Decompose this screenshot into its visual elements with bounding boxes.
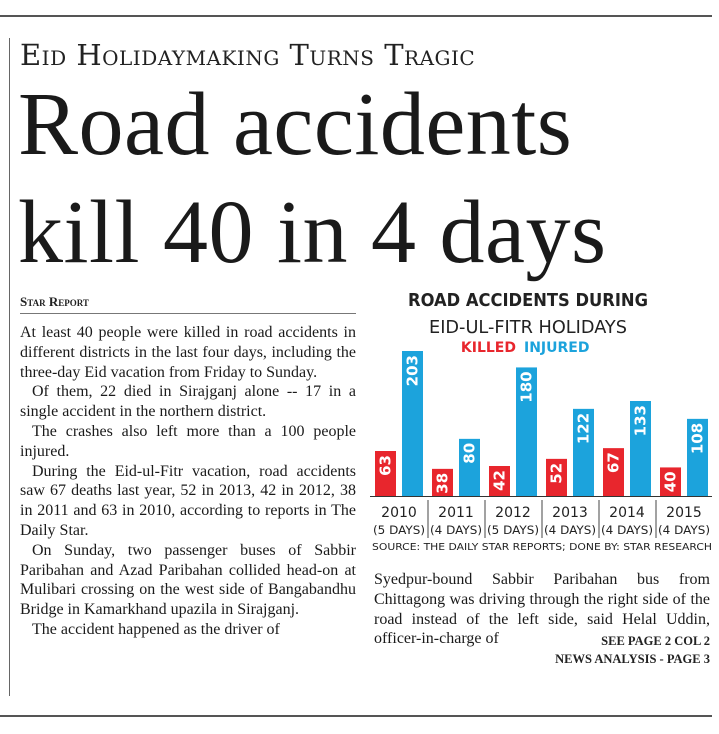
chart-svg [368,284,716,556]
column-rule [9,38,10,696]
data-label-injured-2014: 133 [631,405,650,437]
accidents-chart [368,284,716,556]
tick-label-days: (5 DAYS) [487,523,539,537]
paragraph: Of them, 22 died in Sirajganj alone -- 17 in a single accident in the northern district. [20,383,356,421]
bottom-rule [0,715,712,717]
tick-label-days: (5 DAYS) [373,523,425,537]
tick-label-days: (4 DAYS) [658,523,710,537]
legend-injured: INJURED [524,340,590,356]
paragraph: The accident happened as the driver of [32,620,280,638]
tick-label-year: 2011 [438,505,474,521]
chart-title: ROAD ACCIDENTS DURING [408,290,648,311]
data-label-killed-2014: 67 [604,452,623,474]
headline-line-2: kill 40 in 4 days [18,183,607,282]
top-rule [0,15,712,17]
tick-label-days: (4 DAYS) [544,523,596,537]
tick-label-year: 2013 [552,505,588,521]
continuation-paragraph: Syedpur-bound Sabbir Paribahan bus from Chittagong was driving through the right side of the road instead of the left side, said Helal Uddin, officer-in-charge of [374,571,710,648]
jump-line-news-analysis[interactable]: NEWS ANALYSIS - PAGE 3 [555,652,710,666]
tick-label-year: 2015 [666,505,702,521]
chart-source: SOURCE: THE DAILY STAR REPORTS; DONE BY: STAR RESEARCH [372,542,712,553]
tick-label-year: 2012 [495,505,531,521]
data-label-injured-2012: 180 [517,371,536,403]
kicker-headline: Eid Holidaymaking Turns Tragic [20,38,476,72]
tick-label-days: (4 DAYS) [601,523,653,537]
paragraph: The crashes also left more than a 100 people injured. [20,422,356,460]
chart-subtitle: EID-UL-FITR HOLIDAYS [429,317,627,338]
data-label-injured-2015: 108 [688,422,707,455]
data-label-killed-2012: 42 [490,470,509,491]
data-label-injured-2013: 122 [574,412,593,445]
data-label-killed-2015: 40 [661,471,680,493]
tick-label-year: 2014 [609,505,645,521]
byline-rule [20,313,356,314]
headline-line-1: Road accidents [18,75,573,174]
paragraph: At least 40 people were killed in road accidents in different districts in the last four days, including the three-day Eid vacation from Friday to Sunday. [20,324,356,381]
data-label-killed-2011: 38 [433,472,452,494]
tick-label-year: 2010 [381,505,417,521]
article-body [20,323,356,640]
jump-line-see-page[interactable]: SEE PAGE 2 COL 2 [601,634,710,648]
data-label-injured-2010: 203 [403,355,422,387]
legend-killed: KILLED [460,340,516,356]
paragraph: On Sunday, two passenger buses of Sabbir Paribahan and Azad Paribahan collided head-on at Mulibari crossing on the west side of Bangabandhu Bridge in Kamarkhand upazila in Sirajganj. [20,541,356,619]
data-label-injured-2011: 80 [460,442,479,464]
data-label-killed-2010: 63 [376,455,395,476]
tick-label-days: (4 DAYS) [430,523,482,537]
paragraph: During the Eid-ul-Fitr vacation, road accidents saw 67 deaths last year, 52 in 2013, 42 in 2012, 38 in 2011 and 63 in 2010, according to reports in The Daily Star. [20,462,356,539]
byline: Star Report [20,294,89,309]
data-label-killed-2013: 52 [547,462,566,484]
